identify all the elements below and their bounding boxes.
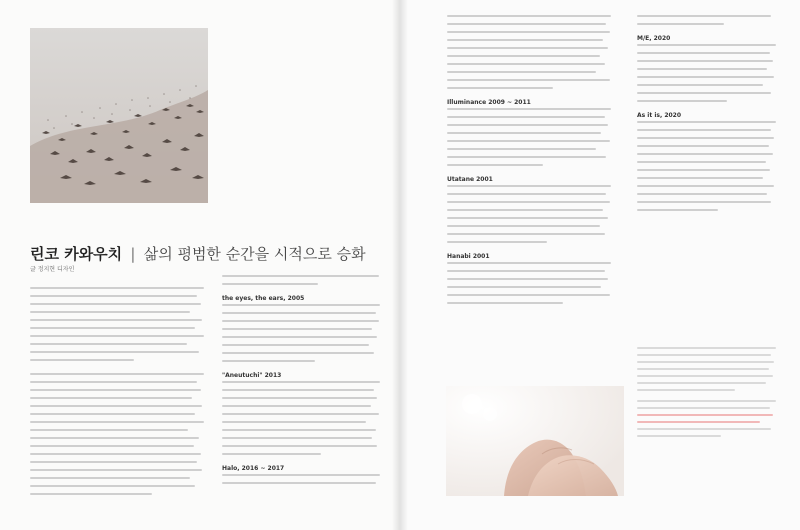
section-heading-as-it-is: As it is, 2020 [637,112,682,119]
middle-column-text [222,275,382,490]
section-heading-mme: M/E, 2020 [637,35,671,42]
hands-photo [446,386,624,496]
section-heading-halo: Halo, 2016 ~ 2017 [222,465,285,472]
section-heading-illuminance: Illuminance 2009 ~ 2011 [447,99,531,106]
right-column-1-text [447,15,613,310]
notes-block [637,347,777,442]
byline: 글 정지현 디자인 [30,266,75,273]
section-heading-hanabi: Hanabi 2001 [447,253,490,260]
right-column-2-text [637,15,777,217]
article-headline [30,243,385,264]
headline-subtitle: 삶의 평범한 순간을 시적으로 승화 [143,245,366,263]
section-heading-aneutuchi: "Aneutuchi" 2013 [222,372,282,379]
section-heading-the-eyes: the eyes, the ears, 2005 [222,295,305,302]
left-column-text [30,287,204,501]
section-heading-utatane: Utatane 2001 [447,176,493,183]
headline-separator: | [130,245,136,263]
artist-name: 린코 카와우치 [30,245,123,263]
birds-photo [30,28,208,203]
page-gutter [392,0,408,530]
